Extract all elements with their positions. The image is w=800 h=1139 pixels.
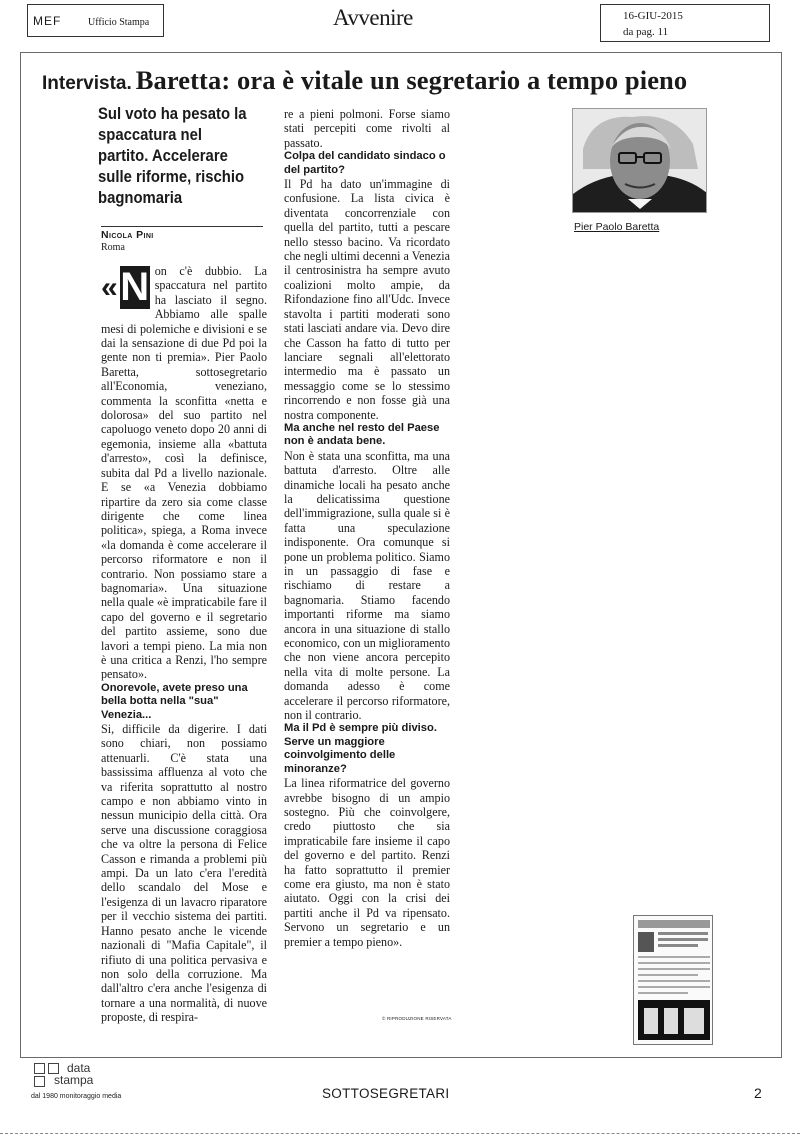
interview-answer: La linea riformatrice del governo avrebbe bisogno di un ampio sostegno. Più che coinvolgere, credo piuttosto che sia impraticabile fare insieme il capo del governo e del partito. Renzi ha fatto soprattutto il premier come era giusto, ma non è stato aiutato. Oggi con la crisi dei partiti anche il Pd va ripensato. Servono un segretario e un premier a tempo pieno». — [284, 776, 450, 949]
footer-page-number: 2 — [754, 1085, 762, 1101]
interview-answer: Si, difficile da digerire. I dati sono chiari, non possiamo attenuarli. C'è stata una bassissima affluenza al voto che va riferita soprattutto al nostro campo e non abbiamo vinto in nessun municipio della città. Ora serve una discussione coraggiosa che va oltre la persona di Felice Casson e rimanda a problemi più ampi. Da un lato c'era l'eredità dello scandalo del Mose e l'esigenza di un lavacro riparatore per il vecchio sistema dei partiti. Hanno pesato anche le vicende nazionali di "Mafia Capitale", il rifiuto di una politica pervasiva e non solo della corruzione. Ma dall'altro c'era anche l'esigenza di tornare a una normalità, di nuove proposte, di respira- — [101, 722, 267, 1025]
portrait-image — [573, 109, 707, 213]
page-thumbnail — [633, 915, 713, 1045]
page-reference: da pag. 11 — [623, 26, 669, 38]
logo-square-icon — [34, 1076, 45, 1087]
mef-logo: MEF — [33, 14, 62, 28]
headline-kicker: Intervista. — [42, 73, 132, 94]
drop-cap: N — [120, 265, 150, 309]
newspaper-masthead: Avvenire — [333, 5, 413, 30]
photo-caption: Pier Paolo Baretta — [574, 221, 660, 233]
author-name: Nicola Pini — [101, 229, 154, 241]
opening-quote-mark: « — [101, 271, 118, 304]
logo-square-icon — [34, 1063, 45, 1074]
text-column-2 — [284, 107, 450, 949]
date-box — [600, 4, 770, 42]
bottom-divider — [0, 1133, 800, 1134]
interview-question: Ma anche nel resto del Paese non è andata bene. — [284, 421, 440, 448]
dateline-place: Roma — [101, 242, 125, 253]
logo-word-data: data — [67, 1061, 91, 1075]
copyright-note: © RIPRODUZIONE RISERVATA — [382, 1016, 452, 1021]
logo-tagline: dal 1980 monitoraggio media — [31, 1093, 122, 1100]
opening-paragraph — [101, 264, 267, 682]
headline — [42, 65, 762, 96]
interview-answer-continued: re a pieni polmoni. Forse siamo stati percepiti come rivolti al passato. — [284, 107, 450, 150]
thumbnail-image — [634, 916, 714, 1046]
byline — [101, 226, 263, 253]
ministry-header-box — [27, 4, 164, 37]
portrait-photo — [572, 108, 707, 213]
interview-question: Ma il Pd è sempre più diviso. Serve un maggiore coinvolgimento delle minoranze? — [284, 722, 437, 775]
office-label: Ufficio Stampa — [88, 17, 150, 28]
interview-question: Colpa del candidato sindaco o del partito? — [284, 150, 446, 176]
footer-section-label: SOTTOSEGRETARI — [322, 1086, 450, 1101]
paragraph-text: on c'è dubbio. La spaccatura nel partito ha lasciato il segno. Abbiamo alle spalle mesi di polemiche e divisioni e se dai la sensazione di due Pd poi la gente non ti premia». Pier Paolo Baretta, sottosegretario all'Economia, veneziano, commenta la sconfitta «netta e dolorosa» del suo partito nel capoluogo veneto dopo 20 anni di egemonia, insieme alla «battuta d'arresto», così la definisce, subita dal Pd a livello nazionale. E se «a Venezia dobbiamo ripartire da zero sia come classe dirigente che come linea politica», spiega, a Roma invece «la domanda è come accelerare il percorso riformatore e non il contrario. Non possiamo stare a bagnomaria». Una situazione nella quale «è impraticabile fare il capo del governo e il segretario del partito assieme, sono due lavori a tempi pieno. La mia non è una critica a Renzi, l'ho sempre pensato». — [101, 264, 267, 682]
text-column-1 — [101, 264, 267, 1025]
publication-date: 16-GIU-2015 — [623, 10, 683, 22]
subheadline: Sul voto ha pesato la spaccatura nel partito. Accelerare sulle riforme, rischio bagnomaria — [98, 105, 247, 207]
datastampa-logo — [31, 1061, 154, 1108]
interview-answer: Il Pd ha dato un'immagine di confusione. La lista civica è diventata concorrenziale con quella del partito, tutti a pescare nello stesso bacino. Va ricordato che negli ultimi decenni a Venezia il centrosinistra ha sempre avuto coalizioni molto ampie, da Rifondazione fino all'Udc. Invece stavolta i partiti moderati sono stati lasciati andare via. Devo dire che Casson ha fatto di tutto per lanciare segnali all'elettorato intermedio ma è passato un messaggio come se lo stessimo rincorrendo e non fosse già una nostra componente. — [284, 177, 450, 422]
interview-question: Onorevole, avete preso una bella botta nella "sua" Venezia... — [101, 681, 248, 721]
logo-word-stampa: stampa — [54, 1073, 94, 1087]
headline-title: Baretta: ora è vitale un segretario a tempo pieno — [135, 65, 688, 95]
interview-answer: Non è stata una sconfitta, ma una battuta d'arresto. Oltre alle dinamiche locali ha pesato anche la delicatissima questione dell'immigrazione, sulla quale si è fatta una speculazione indisponente. Ora comunque si pone un problema politico. Siamo in un passaggio di fase e rischiamo di restare a bagnomaria. Stiamo facendo importanti riforme ma siamo ancora in una situazione di stallo economico, con un miglioramento che non viene ancora percepito nella vita di molte persone. La domanda adesso è come accelerare il percorso riformatore, non il contrario. — [284, 448, 450, 723]
